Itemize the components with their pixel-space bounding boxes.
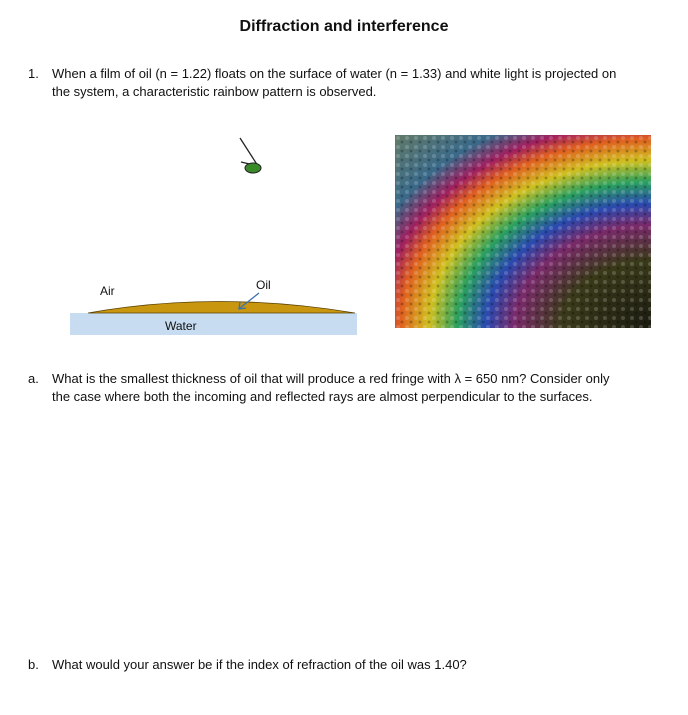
air-label: Air — [100, 284, 115, 298]
oil-film — [88, 302, 355, 314]
question-text: What would your answer be if the index of refraction of the oil was 1.40? — [52, 657, 467, 672]
oil-label: Oil — [256, 278, 271, 292]
water-layer — [70, 313, 357, 335]
page-title: Diffraction and interference — [239, 18, 449, 35]
eye-icon — [240, 138, 261, 173]
question-number: 1. — [28, 66, 39, 81]
water-label: Water — [165, 319, 197, 333]
oil-rainbow-photo — [395, 135, 651, 328]
question-number: b. — [28, 657, 39, 672]
oil-film-diagram — [68, 128, 360, 340]
question-text: What is the smallest thickness of oil that will produce a red fringe with λ = 650 nm? Consider only the case where both the incoming and reflected rays are almost perpendicular to the surfaces. — [52, 371, 610, 404]
question-number: a. — [28, 371, 39, 386]
question-text: When a film of oil (n = 1.22) floats on the surface of water (n = 1.33) and white light is projected on the system, a characteristic rainbow pattern is observed. — [52, 66, 617, 99]
